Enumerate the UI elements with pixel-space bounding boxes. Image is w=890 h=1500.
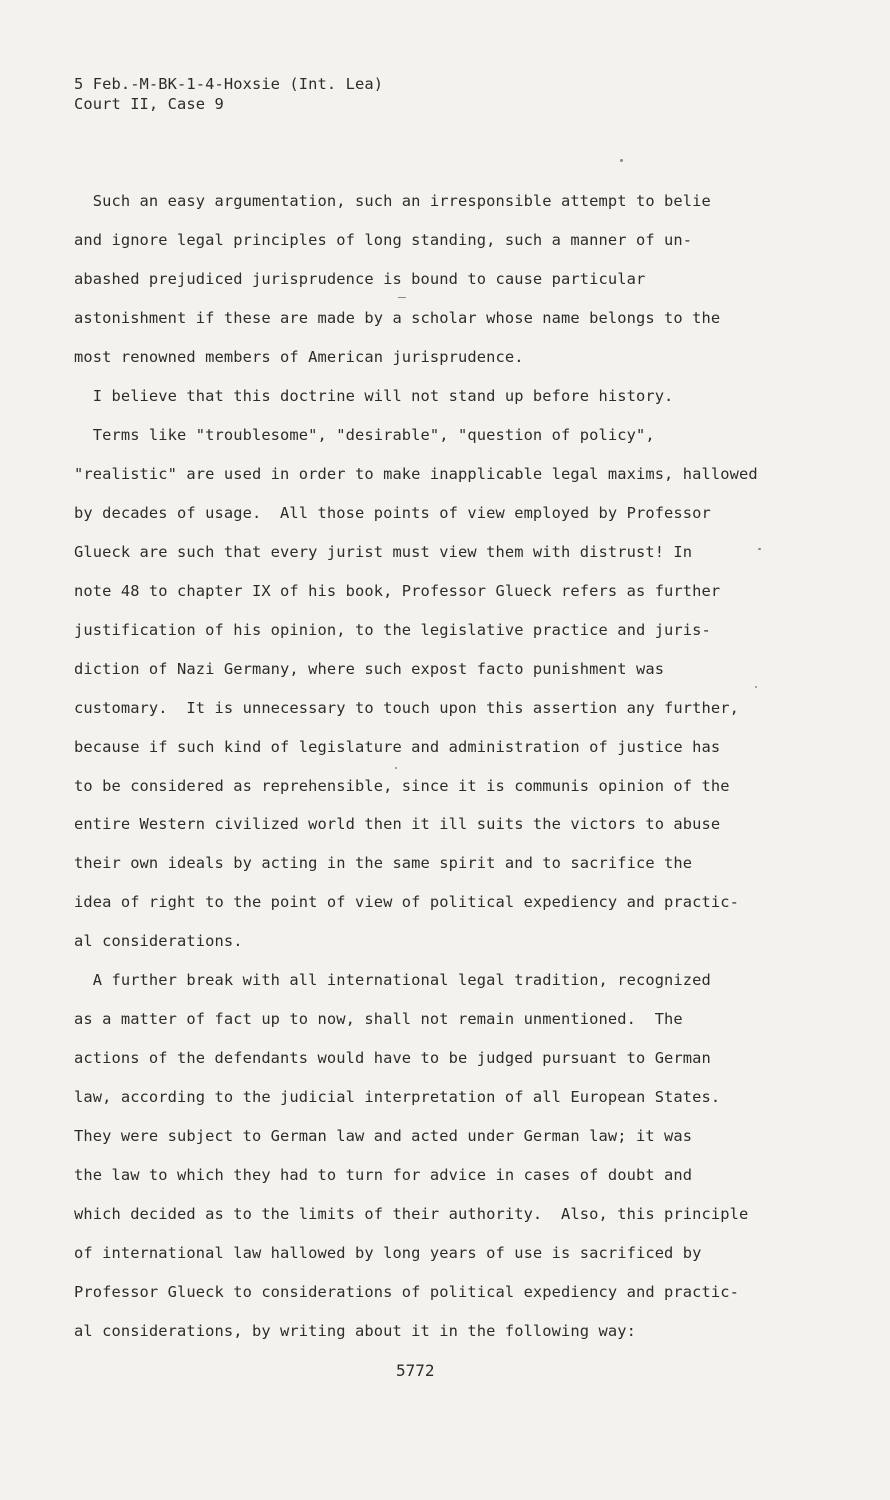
paper-speck [620,159,623,162]
text-line: "realistic" are used in order to make inapplicable legal maxims, hallowed [74,465,758,483]
text-line: They were subject to German law and acted under German law; it was [74,1127,693,1145]
text-line: al considerations. [74,932,243,950]
text-line: I believe that this doctrine will not stand up before history. [74,387,674,405]
paper-speck [758,548,761,550]
text-line: by decades of usage. All those points of view employed by Professor [74,504,711,522]
text-line: most renowned members of American jurisprudence. [74,348,524,366]
paper-speck [395,767,397,769]
text-line: the law to which they had to turn for advice in cases of doubt and [74,1166,693,1184]
text-line: entire Western civilized world then it ill suits the victors to abuse [74,815,721,833]
text-line: astonishment if these are made by a scholar whose name belongs to the [74,309,721,327]
text-line: and ignore legal principles of long standing, such a manner of un- [74,231,693,249]
text-line: of international law hallowed by long years of use is sacrificed by [74,1244,702,1262]
text-line: because if such kind of legislature and administration of justice has [74,738,721,756]
text-line: idea of right to the point of view of political expediency and practic- [74,893,739,911]
text-line: law, according to the judicial interpretation of all European States. [74,1088,721,1106]
text-line: to be considered as reprehensible, since it is communis opinion of the [74,777,730,795]
paper-speck [755,686,757,688]
paper-speck [398,297,406,298]
text-line: justification of his opinion, to the legislative practice and juris- [74,621,711,639]
text-line: diction of Nazi Germany, where such expost facto punishment was [74,660,665,678]
text-line: abashed prejudiced jurisprudence is bound to cause particular [74,270,646,288]
text-line: as a matter of fact up to now, shall not remain unmentioned. The [74,1010,683,1028]
page-number: 5772 [396,1361,435,1380]
header-reference-line: 5 Feb.-M-BK-1-4-Hoxsie (Int. Lea) [74,75,384,93]
header-court-line: Court II, Case 9 [74,95,224,113]
text-line: their own ideals by acting in the same spirit and to sacrifice the [74,854,693,872]
text-line: A further break with all international legal tradition, recognized [74,971,711,989]
text-line: actions of the defendants would have to be judged pursuant to German [74,1049,711,1067]
text-line: al considerations, by writing about it in the following way: [74,1322,636,1340]
text-line: Such an easy argumentation, such an irresponsible attempt to belie [74,192,711,210]
text-line: which decided as to the limits of their authority. Also, this principle [74,1205,749,1223]
text-line: Professor Glueck to considerations of political expediency and practic- [74,1283,739,1301]
text-line: customary. It is unnecessary to touch upon this assertion any further, [74,699,739,717]
text-line: Glueck are such that every jurist must view them with distrust! In [74,543,693,561]
text-line: Terms like "troublesome", "desirable", "question of policy", [74,426,655,444]
text-line: note 48 to chapter IX of his book, Professor Glueck refers as further [74,582,721,600]
